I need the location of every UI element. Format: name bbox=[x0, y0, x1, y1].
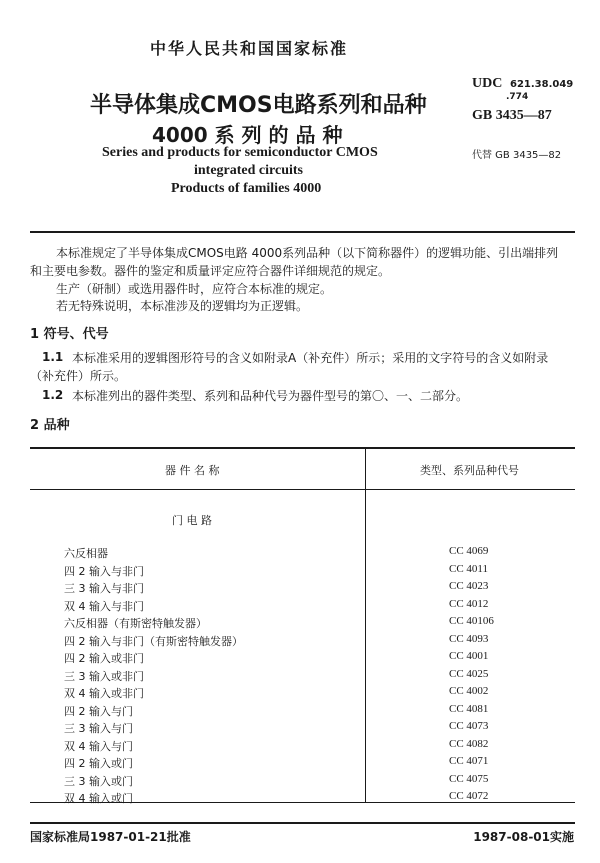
table-row-code: CC 4011 bbox=[449, 562, 489, 575]
table-row-device-name: 四 2 输入与门 bbox=[64, 704, 133, 718]
section-1-2-number: 1.2 bbox=[42, 388, 64, 402]
title-en-line1: Series and products for semiconductor CMOS bbox=[102, 145, 378, 160]
intro-p1-line2: 和主要电参数。器件的鉴定和质量评定应符合器件详细规范的规定。 bbox=[30, 264, 391, 278]
table-row-device-name: 三 3 输入或门 bbox=[64, 774, 133, 788]
table-row-code: CC 4002 bbox=[449, 685, 489, 697]
table-row-device-name: 三 3 输入与门 bbox=[64, 722, 133, 735]
standard-number: GB 3435—87 bbox=[472, 108, 552, 123]
title-en-line2: integrated circuits bbox=[194, 163, 303, 178]
group-title: 门 电 路 bbox=[172, 514, 212, 527]
intro-p2: 生产（研制）或选用器件时，应符合本标准的规定。 bbox=[56, 282, 333, 296]
table-row-device-name: 三 3 输入与非门 bbox=[64, 582, 144, 595]
effective-date: 1987-08-01实施 bbox=[473, 830, 574, 844]
footer-rule bbox=[30, 822, 575, 824]
table-row-code: CC 4071 bbox=[449, 755, 489, 767]
replaces: 代替 GB 3435—82 bbox=[472, 150, 562, 161]
table-row-device-name: 四 2 输入或非门 bbox=[64, 652, 144, 665]
udc-value2: .774 bbox=[506, 92, 529, 102]
table-row-device-name: 四 2 输入与非门 bbox=[64, 564, 144, 578]
table-row-code: CC 4082 bbox=[449, 737, 489, 750]
table-row-device-name: 双 4 输入与非门 bbox=[64, 599, 144, 613]
udc-value: 621.38.049 bbox=[510, 79, 574, 90]
publisher: 中华人民共和国国家标准 bbox=[150, 39, 349, 58]
approval-date: 国家标准局1987-01-21批准 bbox=[30, 830, 191, 844]
table-row-device-name: 双 4 输入或门 bbox=[64, 792, 133, 805]
intro-p1-line1: 本标准规定了半导体集成CMOS电路 4000系列品种（以下简称器件）的逻辑功能、引出端排列 bbox=[56, 246, 559, 260]
section-1-1-line2: （补充件）所示。 bbox=[30, 369, 127, 383]
table-header-rule bbox=[30, 489, 575, 490]
udc-label: UDC bbox=[472, 76, 503, 91]
table-row-device-name: 六反相器（有斯密特触发器） bbox=[64, 617, 207, 630]
table-row-device-name: 双 4 输入与门 bbox=[64, 739, 133, 753]
table-row-code: CC 4023 bbox=[449, 580, 489, 592]
table-row-code: CC 4093 bbox=[449, 632, 489, 645]
table-row-code: CC 4073 bbox=[449, 720, 489, 732]
table-row-code: CC 4001 bbox=[449, 650, 489, 662]
table-row-code: CC 4072 bbox=[449, 790, 489, 802]
table-row-code: CC 4081 bbox=[449, 702, 489, 715]
table-row-code: CC 4075 bbox=[449, 772, 489, 785]
table-row-device-name: 六反相器 bbox=[64, 547, 108, 560]
table-row-device-name: 双 4 输入或非门 bbox=[64, 687, 144, 700]
header-rule bbox=[30, 231, 575, 233]
section-1-1-line1: 本标准采用的逻辑图形符号的含义如附录A（补充件）所示；采用的文字符号的含义如附录 bbox=[72, 351, 549, 365]
column-header-device-name: 器 件 名 称 bbox=[165, 464, 220, 477]
section2-heading: 2 品种 bbox=[30, 418, 70, 433]
title-en-line3: Products of families 4000 bbox=[171, 181, 322, 196]
title-cn-line1: 半导体集成CMOS电路系列和品种 bbox=[90, 93, 427, 118]
table-row-code: CC 4069 bbox=[449, 545, 489, 557]
intro-p3: 若无特殊说明，本标准涉及的逻辑均为正逻辑。 bbox=[56, 299, 309, 313]
table-column-divider bbox=[365, 447, 366, 803]
table-row-device-name: 四 2 输入与非门（有斯密特触发器） bbox=[64, 634, 243, 648]
table-row-device-name: 四 2 输入或门 bbox=[64, 757, 133, 770]
section1-heading: 1 符号、代号 bbox=[30, 327, 109, 342]
table-row-code: CC 40106 bbox=[449, 615, 494, 627]
title-cn-line2: 4000 系 列 的 品 种 bbox=[152, 123, 343, 147]
table-row-device-name: 三 3 输入或非门 bbox=[64, 669, 144, 683]
section-1-1-number: 1.1 bbox=[42, 350, 64, 364]
table-top-rule bbox=[30, 447, 575, 449]
table-row-code: CC 4012 bbox=[449, 597, 489, 610]
table-row-code: CC 4025 bbox=[449, 667, 489, 680]
column-header-code: 类型、系列品种代号 bbox=[420, 464, 519, 477]
section-1-2-text: 本标准列出的器件类型、系列和品种代号为器件型号的第〇、一、二部分。 bbox=[72, 389, 469, 403]
